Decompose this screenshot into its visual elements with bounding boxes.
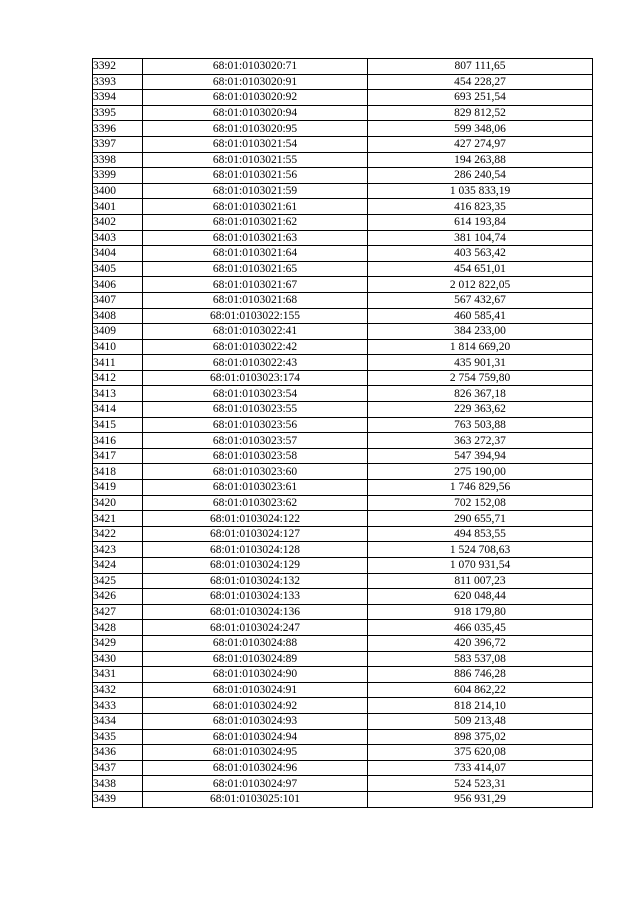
table-row [93, 635, 593, 651]
row-number-cell: 3416 [93, 433, 143, 449]
row-number-cell: 3436 [93, 745, 143, 761]
cadastral-value-cell: 290 655,71 [368, 511, 593, 527]
table-row [93, 776, 593, 792]
table-row [93, 121, 593, 137]
row-number-cell: 3432 [93, 682, 143, 698]
cadastral-number-cell: 68:01:0103024:128 [143, 542, 368, 558]
cadastral-number-cell: 68:01:0103024:129 [143, 558, 368, 574]
cadastral-number-cell: 68:01:0103023:57 [143, 433, 368, 449]
row-number-cell: 3395 [93, 105, 143, 121]
cadastral-number-cell: 68:01:0103020:71 [143, 59, 368, 75]
cadastral-value-cell: 1 035 833,19 [368, 183, 593, 199]
table-row [93, 230, 593, 246]
row-number-cell: 3393 [93, 74, 143, 90]
cadastral-value-cell: 807 111,65 [368, 59, 593, 75]
row-number-cell: 3394 [93, 90, 143, 106]
table-row [93, 59, 593, 75]
cadastral-number-cell: 68:01:0103021:64 [143, 246, 368, 262]
cadastral-number-cell: 68:01:0103024:133 [143, 589, 368, 605]
row-number-cell: 3426 [93, 589, 143, 605]
cadastral-value-cell: 918 179,80 [368, 604, 593, 620]
row-number-cell: 3402 [93, 214, 143, 230]
cadastral-number-cell: 68:01:0103024:92 [143, 698, 368, 714]
cadastral-number-cell: 68:01:0103024:89 [143, 651, 368, 667]
table-row [93, 791, 593, 807]
cadastral-value-cell: 599 348,06 [368, 121, 593, 137]
cadastral-value-cell: 604 862,22 [368, 682, 593, 698]
row-number-cell: 3408 [93, 308, 143, 324]
cadastral-number-cell: 68:01:0103023:62 [143, 495, 368, 511]
cadastral-number-cell: 68:01:0103024:90 [143, 667, 368, 683]
table-body [93, 59, 593, 808]
cadastral-value-cell: 829 812,52 [368, 105, 593, 121]
cadastral-number-cell: 68:01:0103023:55 [143, 402, 368, 418]
cadastral-value-cell: 454 651,01 [368, 261, 593, 277]
row-number-cell: 3422 [93, 526, 143, 542]
row-number-cell: 3410 [93, 339, 143, 355]
cadastral-number-cell: 68:01:0103020:92 [143, 90, 368, 106]
table-row [93, 183, 593, 199]
table-row [93, 292, 593, 308]
cadastral-number-cell: 68:01:0103024:127 [143, 526, 368, 542]
cadastral-number-cell: 68:01:0103024:97 [143, 776, 368, 792]
cadastral-number-cell: 68:01:0103024:136 [143, 604, 368, 620]
row-number-cell: 3423 [93, 542, 143, 558]
table-row [93, 526, 593, 542]
cadastral-value-cell: 1 070 931,54 [368, 558, 593, 574]
row-number-cell: 3435 [93, 729, 143, 745]
cadastral-number-cell: 68:01:0103024:93 [143, 713, 368, 729]
row-number-cell: 3411 [93, 355, 143, 371]
cadastral-value-cell: 229 363,62 [368, 402, 593, 418]
cadastral-number-cell: 68:01:0103020:91 [143, 74, 368, 90]
cadastral-number-cell: 68:01:0103021:67 [143, 277, 368, 293]
cadastral-number-cell: 68:01:0103022:155 [143, 308, 368, 324]
table-row [93, 105, 593, 121]
table-row [93, 495, 593, 511]
row-number-cell: 3418 [93, 464, 143, 480]
cadastral-value-cell: 460 585,41 [368, 308, 593, 324]
row-number-cell: 3437 [93, 760, 143, 776]
table-row [93, 324, 593, 340]
cadastral-number-cell: 68:01:0103020:95 [143, 121, 368, 137]
cadastral-value-cell: 693 251,54 [368, 90, 593, 106]
cadastral-value-cell: 826 367,18 [368, 386, 593, 402]
cadastral-value-cell: 275 190,00 [368, 464, 593, 480]
table-row [93, 745, 593, 761]
cadastral-value-cell: 194 263,88 [368, 152, 593, 168]
cadastral-number-cell: 68:01:0103023:56 [143, 417, 368, 433]
row-number-cell: 3428 [93, 620, 143, 636]
row-number-cell: 3404 [93, 246, 143, 262]
cadastral-value-cell: 384 233,00 [368, 324, 593, 340]
cadastral-value-cell: 2 754 759,80 [368, 370, 593, 386]
cadastral-value-cell: 466 035,45 [368, 620, 593, 636]
cadastral-value-cell: 702 152,08 [368, 495, 593, 511]
table-row [93, 168, 593, 184]
row-number-cell: 3414 [93, 402, 143, 418]
row-number-cell: 3407 [93, 292, 143, 308]
table-row [93, 573, 593, 589]
row-number-cell: 3438 [93, 776, 143, 792]
row-number-cell: 3425 [93, 573, 143, 589]
row-number-cell: 3424 [93, 558, 143, 574]
cadastral-value-cell: 381 104,74 [368, 230, 593, 246]
row-number-cell: 3399 [93, 168, 143, 184]
table-row [93, 386, 593, 402]
row-number-cell: 3401 [93, 199, 143, 215]
table-row [93, 370, 593, 386]
cadastral-number-cell: 68:01:0103024:95 [143, 745, 368, 761]
cadastral-value-cell: 567 432,67 [368, 292, 593, 308]
cadastral-value-cell: 733 414,07 [368, 760, 593, 776]
row-number-cell: 3415 [93, 417, 143, 433]
cadastral-value-cell: 1 746 829,56 [368, 480, 593, 496]
row-number-cell: 3409 [93, 324, 143, 340]
row-number-cell: 3419 [93, 480, 143, 496]
cadastral-number-cell: 68:01:0103022:43 [143, 355, 368, 371]
cadastral-value-cell: 614 193,84 [368, 214, 593, 230]
table-row [93, 214, 593, 230]
cadastral-value-cell: 435 901,31 [368, 355, 593, 371]
cadastral-value-cell: 494 853,55 [368, 526, 593, 542]
table-row [93, 448, 593, 464]
row-number-cell: 3405 [93, 261, 143, 277]
row-number-cell: 3429 [93, 635, 143, 651]
table-row [93, 589, 593, 605]
row-number-cell: 3431 [93, 667, 143, 683]
cadastral-number-cell: 68:01:0103023:54 [143, 386, 368, 402]
cadastral-number-cell: 68:01:0103020:94 [143, 105, 368, 121]
cadastral-value-cell: 1 814 669,20 [368, 339, 593, 355]
table-row [93, 402, 593, 418]
cadastral-value-cell: 547 394,94 [368, 448, 593, 464]
cadastral-number-cell: 68:01:0103021:62 [143, 214, 368, 230]
cadastral-number-cell: 68:01:0103022:41 [143, 324, 368, 340]
cadastral-value-cell: 427 274,97 [368, 136, 593, 152]
cadastral-value-cell: 403 563,42 [368, 246, 593, 262]
row-number-cell: 3430 [93, 651, 143, 667]
table-row [93, 698, 593, 714]
table-row [93, 667, 593, 683]
row-number-cell: 3403 [93, 230, 143, 246]
cadastral-value-table [92, 58, 593, 808]
row-number-cell: 3406 [93, 277, 143, 293]
table-row [93, 355, 593, 371]
cadastral-number-cell: 68:01:0103021:54 [143, 136, 368, 152]
cadastral-value-cell: 2 012 822,05 [368, 277, 593, 293]
cadastral-value-cell: 416 823,35 [368, 199, 593, 215]
row-number-cell: 3413 [93, 386, 143, 402]
table-row [93, 152, 593, 168]
cadastral-number-cell: 68:01:0103024:94 [143, 729, 368, 745]
cadastral-number-cell: 68:01:0103021:61 [143, 199, 368, 215]
cadastral-value-cell: 811 007,23 [368, 573, 593, 589]
row-number-cell: 3420 [93, 495, 143, 511]
row-number-cell: 3397 [93, 136, 143, 152]
cadastral-number-cell: 68:01:0103023:61 [143, 480, 368, 496]
cadastral-value-cell: 524 523,31 [368, 776, 593, 792]
cadastral-value-cell: 1 524 708,63 [368, 542, 593, 558]
table-row [93, 74, 593, 90]
table-row [93, 90, 593, 106]
cadastral-value-cell: 886 746,28 [368, 667, 593, 683]
row-number-cell: 3427 [93, 604, 143, 620]
cadastral-value-cell: 583 537,08 [368, 651, 593, 667]
cadastral-number-cell: 68:01:0103021:68 [143, 292, 368, 308]
table-row [93, 651, 593, 667]
table-row [93, 542, 593, 558]
cadastral-number-cell: 68:01:0103021:55 [143, 152, 368, 168]
cadastral-number-cell: 68:01:0103021:65 [143, 261, 368, 277]
row-number-cell: 3396 [93, 121, 143, 137]
cadastral-value-cell: 454 228,27 [368, 74, 593, 90]
cadastral-number-cell: 68:01:0103024:122 [143, 511, 368, 527]
cadastral-number-cell: 68:01:0103021:59 [143, 183, 368, 199]
cadastral-number-cell: 68:01:0103023:58 [143, 448, 368, 464]
table-row [93, 277, 593, 293]
table-row [93, 261, 593, 277]
cadastral-number-cell: 68:01:0103023:60 [143, 464, 368, 480]
table-row [93, 729, 593, 745]
cadastral-number-cell: 68:01:0103024:88 [143, 635, 368, 651]
cadastral-number-cell: 68:01:0103024:96 [143, 760, 368, 776]
row-number-cell: 3400 [93, 183, 143, 199]
table-row [93, 682, 593, 698]
table-row [93, 199, 593, 215]
table-row [93, 464, 593, 480]
table-row [93, 308, 593, 324]
row-number-cell: 3421 [93, 511, 143, 527]
cadastral-number-cell: 68:01:0103025:101 [143, 791, 368, 807]
cadastral-value-cell: 363 272,37 [368, 433, 593, 449]
table-row [93, 136, 593, 152]
table-row [93, 246, 593, 262]
row-number-cell: 3412 [93, 370, 143, 386]
table-row [93, 417, 593, 433]
cadastral-number-cell: 68:01:0103024:91 [143, 682, 368, 698]
row-number-cell: 3398 [93, 152, 143, 168]
row-number-cell: 3417 [93, 448, 143, 464]
table-row [93, 480, 593, 496]
cadastral-value-cell: 620 048,44 [368, 589, 593, 605]
row-number-cell: 3434 [93, 713, 143, 729]
cadastral-value-cell: 509 213,48 [368, 713, 593, 729]
table-row [93, 511, 593, 527]
row-number-cell: 3392 [93, 59, 143, 75]
cadastral-number-cell: 68:01:0103024:132 [143, 573, 368, 589]
cadastral-number-cell: 68:01:0103021:56 [143, 168, 368, 184]
table-row [93, 713, 593, 729]
cadastral-number-cell: 68:01:0103021:63 [143, 230, 368, 246]
cadastral-value-cell: 763 503,88 [368, 417, 593, 433]
table-row [93, 433, 593, 449]
cadastral-number-cell: 68:01:0103024:247 [143, 620, 368, 636]
table-row [93, 620, 593, 636]
row-number-cell: 3433 [93, 698, 143, 714]
cadastral-value-cell: 420 396,72 [368, 635, 593, 651]
cadastral-value-cell: 898 375,02 [368, 729, 593, 745]
cadastral-number-cell: 68:01:0103022:42 [143, 339, 368, 355]
cadastral-value-cell: 956 931,29 [368, 791, 593, 807]
table-row [93, 760, 593, 776]
table-row [93, 558, 593, 574]
table-row [93, 604, 593, 620]
row-number-cell: 3439 [93, 791, 143, 807]
cadastral-number-cell: 68:01:0103023:174 [143, 370, 368, 386]
cadastral-value-cell: 375 620,08 [368, 745, 593, 761]
cadastral-value-cell: 286 240,54 [368, 168, 593, 184]
cadastral-value-cell: 818 214,10 [368, 698, 593, 714]
table-row [93, 339, 593, 355]
